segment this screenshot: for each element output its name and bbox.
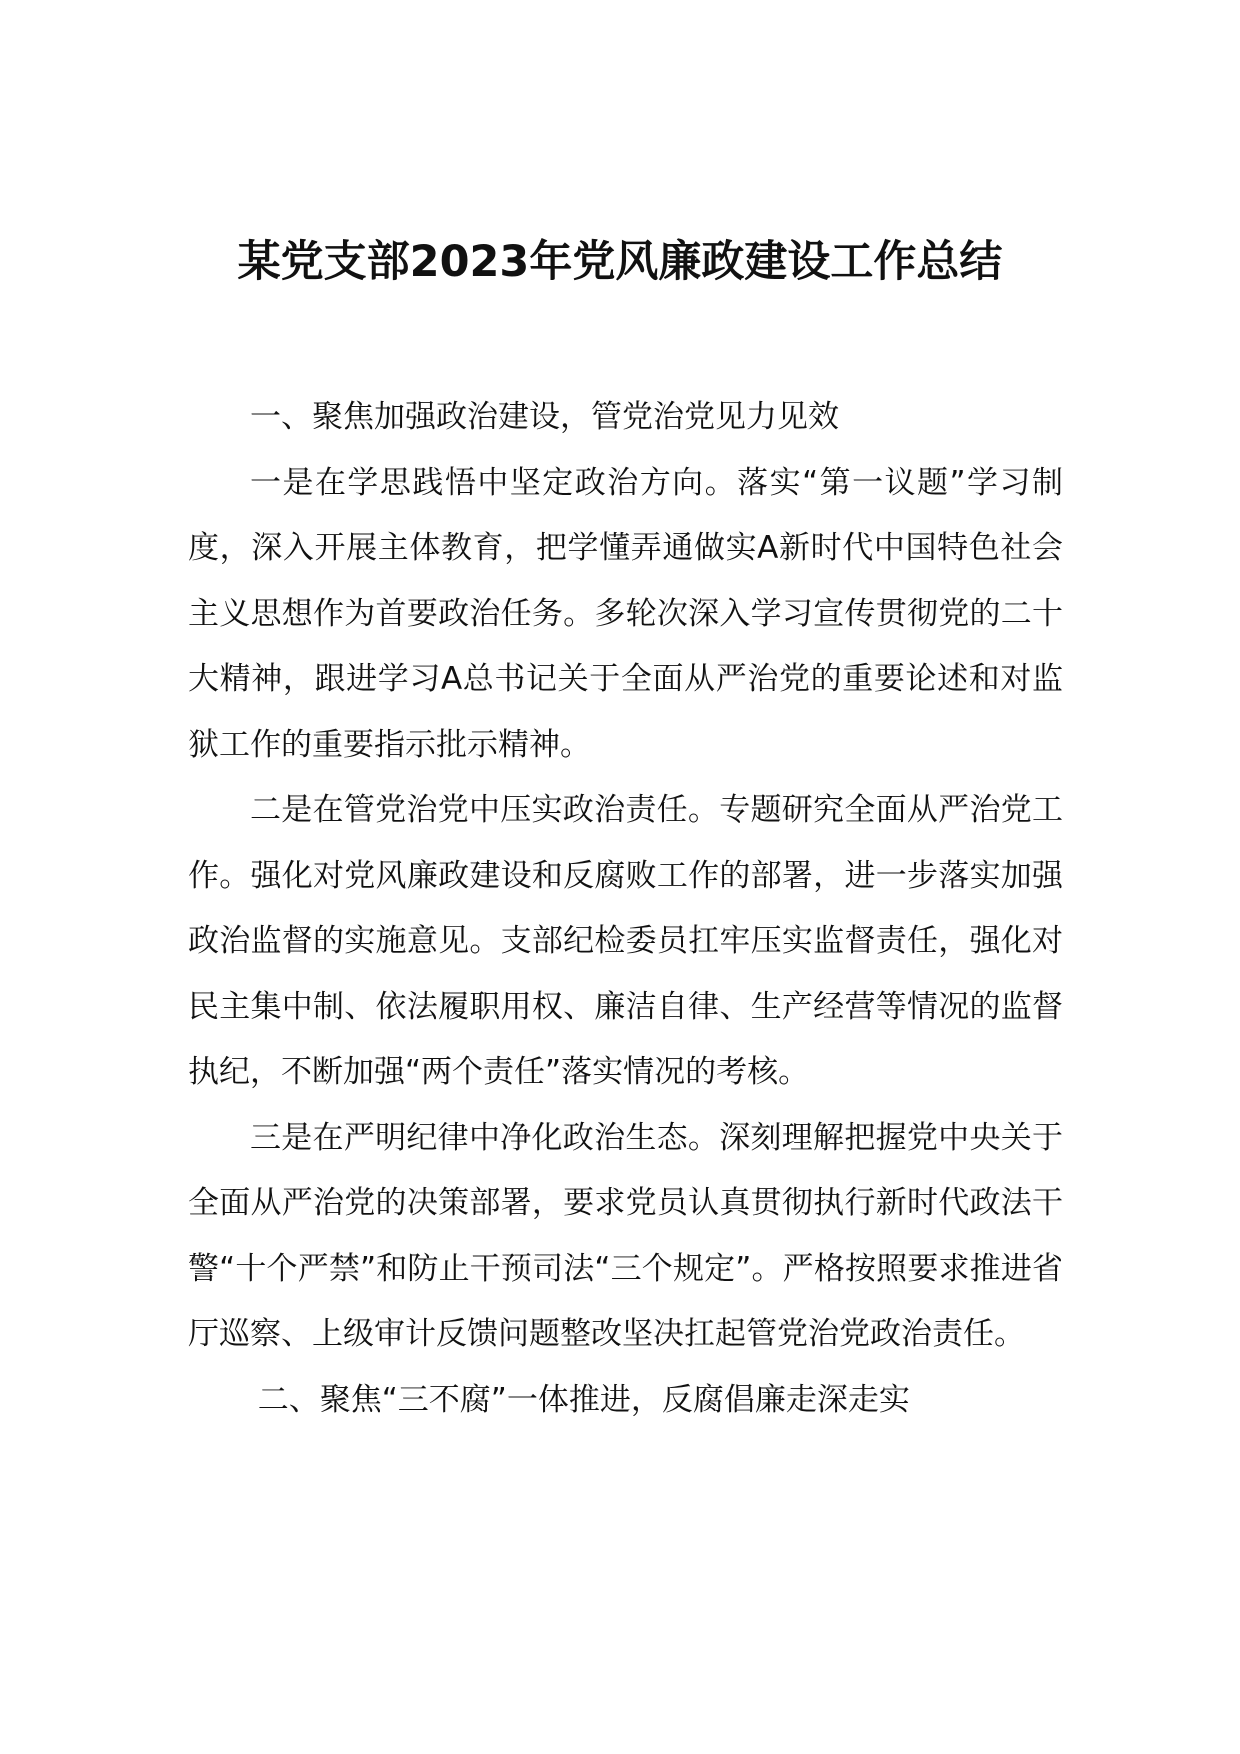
paragraph: 二是在管党治党中压实政治责任。专题研究全面从严治党工作。强化对党风廉政建设和反腐败工作的部署，进一步落实加强政治监督的实施意见。支部纪检委员扛牢压实监督责任，强化对民主集中制、依法履职用权、廉洁自律、生产经营等情况的监督执纪，不断加强“两个责任”落实情况的考核。	[188, 792, 1063, 1090]
section-heading-2: 二、聚焦“三不腐”一体推进，反腐倡廉走深走实	[257, 1381, 910, 1418]
paragraph: 三是在严明纪律中净化政治生态。深刻理解把握党中央关于全面从严治党的决策部署，要求党员认真贯彻执行新时代政法干警“十个严禁”和防止干预司法“三个规定”。严格按照要求推进省厅巡察、上级审计反馈问题整改坚决扛起管党治党政治责任。	[188, 1119, 1063, 1352]
document-title: 某党支部2023年党风廉政建设工作总结	[237, 236, 1003, 287]
paragraph: 一是在学思践悟中坚定政治方向。落实“第一议题”学习制度，深入开展主体教育，把学懂弄通做实A新时代中国特色社会主义思想作为首要政治任务。多轮次深入学习宣传贯彻党的二十大精神，跟进学习A总书记关于全面从严治党的重要论述和对监狱工作的重要指示批示精神。	[188, 464, 1063, 763]
document-body	[188, 385, 1063, 1433]
section-heading-1: 一、聚焦加强政治建设，管党治党见力见效	[250, 399, 839, 435]
